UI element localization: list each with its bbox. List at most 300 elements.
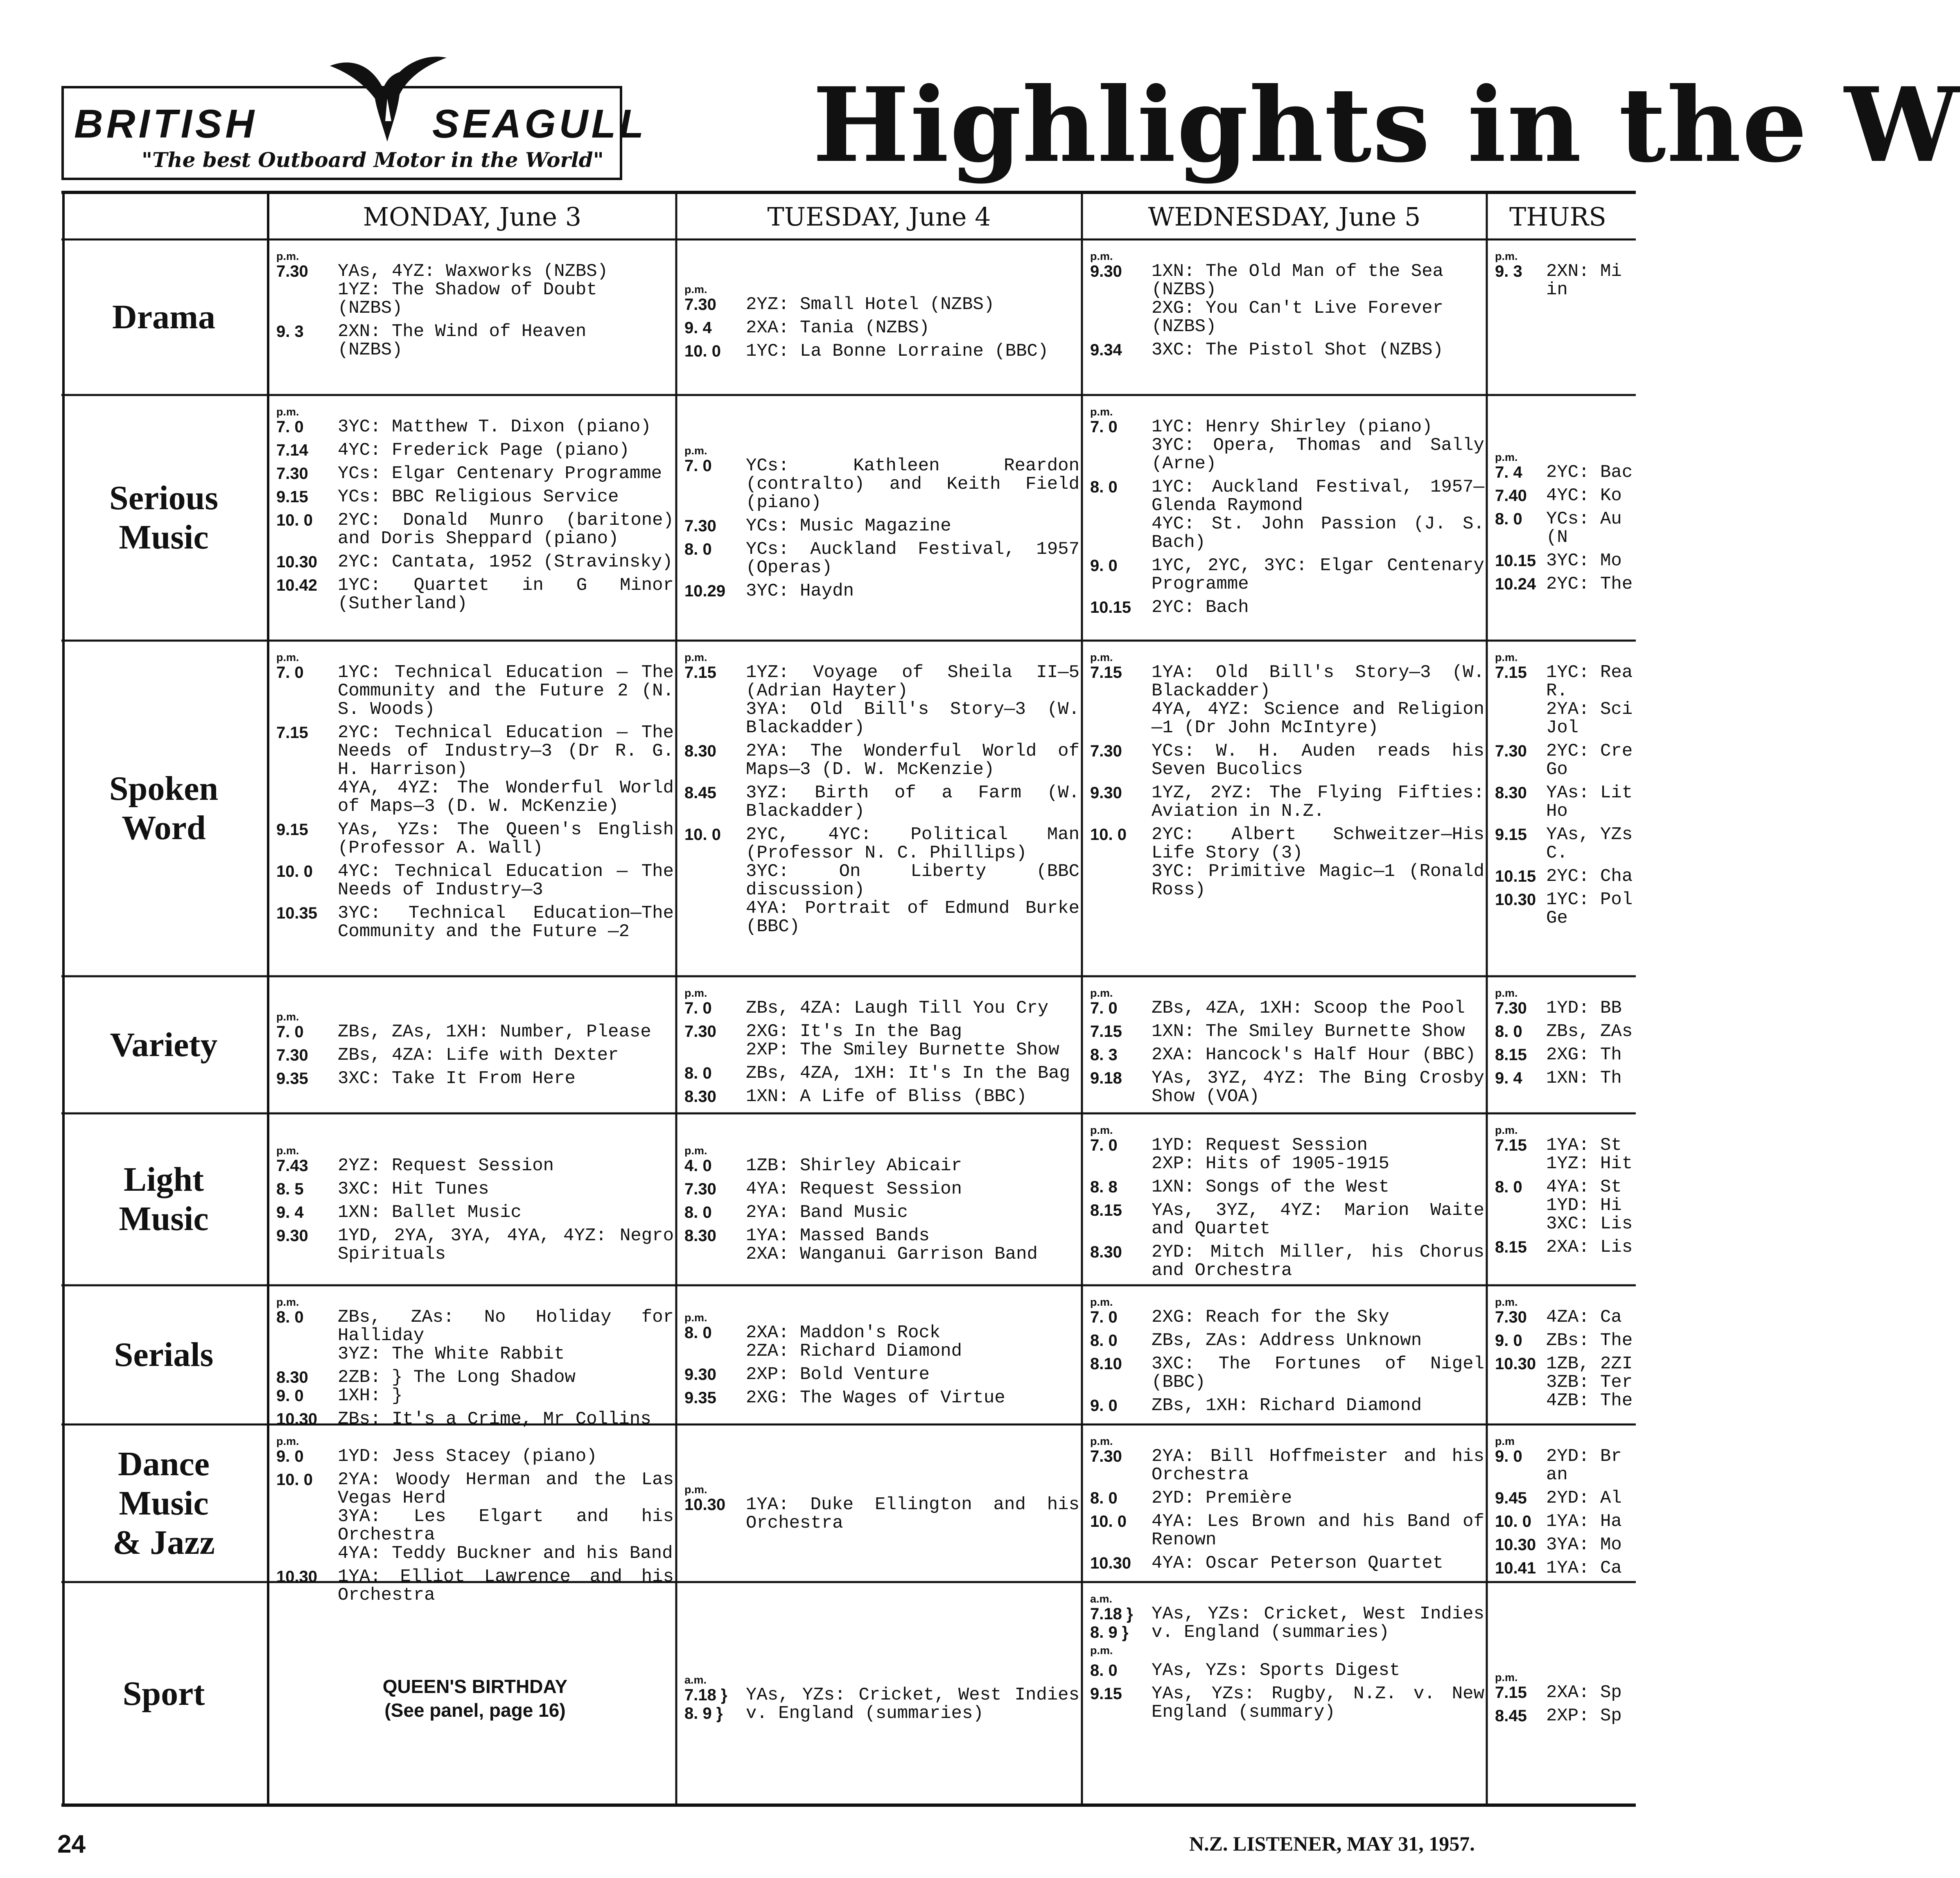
programme-time: 7.30 [1495, 742, 1527, 760]
programme-entry [1090, 1242, 1495, 1281]
cell-note-line: QUEEN'S BIRTHDAY [382, 1675, 568, 1697]
programme-text: YAs, YZs: Sports Digest [1152, 1660, 1400, 1681]
time-period-label: p.m. [276, 1296, 299, 1308]
programme-entry [1495, 1447, 1633, 1484]
programme-time: 9.35 [684, 1389, 716, 1407]
schedule-cell [1082, 978, 1495, 1112]
programme-entry [1090, 1136, 1484, 1173]
programme-time: 7. 0 [684, 456, 712, 475]
schedule-cell [1082, 642, 1495, 975]
programme-entry [1090, 1397, 1484, 1415]
programme-time: 7.30 [684, 295, 716, 314]
programme-entry [1495, 867, 1633, 886]
programme-text: 2YC: Bach [1152, 597, 1249, 618]
programme-entry [276, 1203, 674, 1222]
programme-entry [684, 664, 1079, 737]
time-period-label: p.m. [276, 1011, 299, 1023]
programme-time: 10.30 [684, 1495, 726, 1514]
programme-text: ZBs: It's a Crime, Mr Collins [338, 1409, 651, 1429]
schedule-cell [268, 642, 685, 975]
programme-entry [1090, 783, 1495, 822]
programme-time: 10.30 [1495, 1355, 1536, 1373]
programme-entry [1495, 1023, 1633, 1041]
time-period-label: p.m. [1495, 1296, 1518, 1308]
programme-text: 1YC: Auckland Festival, 1957—Glenda Raymond 4YC: St. John Passion (J. S. Bach) [1152, 477, 1484, 553]
programme-entry [684, 296, 1079, 314]
programme-time: 7. 0 [276, 664, 304, 682]
schedule-cell [1082, 241, 1487, 393]
programme-time: 7. 0 [1090, 999, 1118, 1017]
programme-text: 2YC: Technical Education — The Needs of Industry—3 (Dr R. G. H. Harrison) 4YA, 4YZ: The Wonderful World of Maps—3 (D. W. McKenzie) [338, 722, 674, 817]
programme-text: 4YC: Technical Education — The Needs of Industry—3 [338, 861, 685, 900]
programme-entry [1090, 1446, 1495, 1485]
programme-entry [1495, 510, 1633, 547]
schedule-cell [1487, 978, 1636, 1112]
time-period-label: p.m. [1090, 987, 1113, 999]
programme-time: 10.35 [276, 904, 318, 922]
programme-time: 9. 0 [1495, 1447, 1522, 1465]
programme-time: 7.30 [276, 262, 308, 280]
programme-time: 7. 0 [1090, 1308, 1118, 1326]
time-period-label: p.m. [684, 444, 707, 457]
programme-time: 9. 0 [1090, 557, 1118, 575]
time-period-label: p.m. [1090, 1435, 1113, 1447]
programme-text: YCs: BBC Religious Service [338, 487, 619, 507]
programme-entry [1090, 1068, 1495, 1107]
programme-text: 4YC: Ko [1546, 485, 1622, 506]
programme-text: YCs: Au (N [1546, 509, 1622, 548]
programme-text: 1YD: Request Session 2XP: Hits of 1905-1915 [1152, 1135, 1389, 1174]
category-label-line: Dance [118, 1445, 210, 1483]
programme-time: 10.30 [276, 553, 318, 571]
programme-text: 1YC: Rea R. 2YA: Sci Jol [1546, 662, 1633, 738]
programme-time: 7.30 [1090, 1447, 1122, 1465]
programme-time: 8. 0 [276, 1308, 304, 1326]
category-label [61, 1285, 266, 1424]
category-label-line: & Jazz [113, 1523, 215, 1562]
time-period-label: p.m. [684, 1144, 707, 1157]
category-label [61, 1582, 266, 1805]
programme-entry [1090, 1489, 1484, 1508]
programme-time: 10.29 [684, 582, 726, 600]
programme-entry [1495, 1684, 1633, 1702]
programme-entry [1090, 1023, 1484, 1041]
programme-entry [1090, 664, 1484, 737]
programme-text: 2YA: The Wonderful World of Maps—3 (D. W. McKenzie) [746, 741, 1091, 780]
programme-text: ZBs, 1XH: Richard Diamond [1152, 1395, 1422, 1416]
programme-time: 10. 0 [276, 511, 313, 529]
programme-time: 10.42 [276, 576, 318, 594]
programme-time: 7. 0 [276, 1023, 304, 1041]
programme-time: 8.15 [1495, 1238, 1527, 1256]
programme-text: 1YA: Ca [1546, 1558, 1622, 1578]
time-period-label: p.m. [684, 651, 707, 664]
time-period-label: p.m. [1090, 1124, 1113, 1136]
page-headline: Highlights in the W [813, 65, 1960, 185]
programme-time: 10.24 [1495, 575, 1536, 593]
programme-time: 10.41 [1495, 1559, 1536, 1577]
day-header: TUESDAY, June 4 [767, 202, 991, 232]
programme-text: ZBs, 4ZA, 1XH: Scoop the Pool [1152, 998, 1465, 1018]
programme-time: 8. 0 [1495, 1178, 1522, 1196]
programme-text: 2XA: Sp [1546, 1682, 1622, 1703]
schedule-cell [1082, 1287, 1495, 1423]
programme-text: YCs: Music Magazine [746, 515, 951, 536]
publication-reference: N.Z. LISTENER, MAY 31, 1957. [1189, 1832, 1475, 1855]
programme-text: YCs: Elgar Centenary Programme [338, 463, 662, 484]
programme-entry [1495, 1512, 1633, 1531]
programme-time: 8. 0 [1090, 1489, 1118, 1507]
programme-time: 9.15 [276, 488, 308, 506]
category-label-line: Serious [109, 479, 219, 517]
programme-entry [684, 826, 1079, 936]
programme-text: ZBs, 4ZA: Laugh Till You Cry [746, 998, 1049, 1018]
time-period-label: a.m. [684, 1673, 707, 1686]
programme-entry [684, 455, 1091, 513]
programme-time: 8.30 [684, 1226, 716, 1245]
programme-entry [1090, 478, 1484, 552]
programme-text: 2XA: Tania (NZBS) [746, 317, 930, 338]
time-period-label: p.m. [1090, 1296, 1113, 1308]
programme-entry [1495, 262, 1633, 299]
programme-entry [276, 262, 674, 318]
programme-entry [276, 861, 685, 900]
programme-text: YCs: W. H. Auden reads his Seven Bucolics [1152, 741, 1495, 780]
schedule-cell [676, 1287, 1082, 1423]
category-label-line: Word [122, 809, 206, 847]
programme-text: YAs, 4YZ: Waxworks (NZBS) 1YZ: The Shadow of Doubt (NZBS) [338, 261, 608, 318]
category-label-line: Music [119, 1200, 209, 1238]
programme-text: 2ZB: } The Long Shadow 1XH: } [338, 1367, 576, 1406]
programme-time: 4. 0 [684, 1156, 712, 1175]
programme-entry [684, 539, 1091, 578]
programme-entry [276, 1046, 674, 1065]
programme-entry [1090, 418, 1484, 473]
schedule-cell [1487, 1287, 1636, 1423]
programme-entry [1090, 1604, 1495, 1643]
programme-entry [1090, 262, 1484, 336]
brand-tagline: "The best Outboard Motor in the World" [142, 148, 604, 172]
programme-entry [684, 517, 1079, 535]
programme-entry [1495, 1069, 1633, 1088]
time-period-label: p.m. [1495, 1124, 1518, 1136]
programme-entry [1090, 341, 1484, 359]
programme-text: 2YZ: Small Hotel (NZBS) [746, 294, 995, 315]
programme-entry [276, 323, 674, 359]
programme-entry [276, 1070, 674, 1088]
category-label-line: Sport [122, 1674, 205, 1713]
programme-text: ZBs, ZAs [1546, 1021, 1633, 1042]
programme-text: 1XN: The Old Man of the Sea (NZBS) 2XG: You Can't Live Forever (NZBS) [1152, 261, 1443, 337]
programme-text: 2YC: Cha [1546, 866, 1633, 887]
programme-entry [276, 441, 674, 460]
programme-text: 1YC: La Bonne Lorraine (BBC) [746, 341, 1049, 361]
programme-time: 7.30 [276, 1046, 308, 1064]
programme-text: ZBs: The [1546, 1330, 1633, 1351]
programme-text: 1YC: Technical Education — The Community and the Future 2 (N. S. Woods) [338, 662, 685, 720]
schedule-cell [268, 397, 685, 639]
programme-text: ZBs, ZAs: Address Unknown [1152, 1330, 1422, 1351]
cell-note-line: (See panel, page 16) [384, 1699, 566, 1721]
programme-time: 7. 0 [1090, 1136, 1118, 1154]
programme-time: 8. 0 [1090, 1661, 1118, 1679]
programme-time: 7.30 [276, 465, 308, 483]
programme-text: YCs: Auckland Festival, 1957 (Operas) [746, 539, 1091, 578]
time-period-label: p.m. [1090, 406, 1113, 418]
programme-time: 7.18 } 8. 9 } [684, 1686, 727, 1722]
programme-entry [276, 1180, 674, 1199]
schedule-cell [268, 1287, 676, 1429]
programme-time: 9. 0 [1495, 1332, 1522, 1350]
programme-entry [684, 741, 1091, 780]
programme-text: 4ZA: Ca [1546, 1307, 1622, 1327]
category-label [61, 395, 266, 641]
programme-entry [1495, 463, 1633, 482]
programme-text: 3YZ: Birth of a Farm (W. Blackadder) [746, 783, 1091, 822]
programme-time: 8. 0 [1090, 1332, 1118, 1350]
programme-text: 1YC: Henry Shirley (piano) 3YC: Opera, Thomas and Sally (Arne) [1152, 417, 1484, 474]
programme-entry [684, 1157, 1079, 1175]
programme-time: 8. 8 [1090, 1178, 1118, 1196]
programme-time: 7. 0 [276, 418, 304, 436]
day-header: MONDAY, June 3 [363, 202, 582, 232]
programme-time: 8. 0 [684, 1324, 712, 1342]
programme-time: 7.15 [1090, 1023, 1122, 1041]
programme-time: 9.45 [1495, 1489, 1527, 1507]
programme-text: 1XN: A Life of Bliss (BBC) [746, 1086, 1027, 1107]
programme-time: 10.30 [1090, 1554, 1131, 1572]
programme-entry [276, 662, 685, 720]
time-period-label: p.m [1495, 1435, 1515, 1447]
programme-text: 2XG: The Wages of Virtue [746, 1388, 1005, 1408]
programme-text: 3YC: Technical Education—The Community and the Future —2 [338, 903, 685, 942]
schedule-cell [268, 978, 676, 1112]
category-label [61, 239, 266, 395]
programme-entry [684, 1684, 1091, 1724]
time-period-label: p.m. [1090, 250, 1113, 262]
programme-text: 1YC: Pol Ge [1546, 889, 1633, 928]
programme-time: 9.35 [276, 1070, 308, 1088]
programme-entry [1495, 552, 1633, 570]
programme-text: 1YC, 2YC, 3YC: Elgar Centenary Programme [1152, 555, 1495, 594]
programme-time: 8.30 [684, 1088, 716, 1106]
programme-entry [1495, 1707, 1633, 1725]
programme-entry [1495, 784, 1633, 821]
programme-entry [1495, 664, 1633, 737]
category-label-line: Serials [114, 1336, 214, 1374]
programme-time: 10. 0 [276, 1471, 313, 1489]
programme-text: 2XA: Lis [1546, 1237, 1633, 1257]
programme-text: 1YA: Old Bill's Story—3 (W. Blackadder) 4YA, 4YZ: Science and Religion—1 (Dr John McIntyre) [1152, 662, 1484, 738]
programme-text: 1YA: Ha [1546, 1511, 1622, 1532]
time-period-label: p.m. [684, 1483, 707, 1496]
programme-text: 2YC: Bac [1546, 462, 1633, 483]
page-number: 24 [57, 1830, 86, 1858]
programme-text: 3XC: The Fortunes of Nigel (BBC) [1152, 1354, 1495, 1393]
schedule-cell [676, 978, 1082, 1112]
programme-text: 2YA: Bill Hoffmeister and his Orchestra [1152, 1446, 1495, 1485]
schedule-cell [676, 1115, 1082, 1284]
programme-text: YAs, YZs: Rugby, N.Z. v. New England (summary) [1152, 1684, 1495, 1722]
programme-entry [684, 1203, 1079, 1222]
programme-text: 3YC: Matthew T. Dixon (piano) [338, 417, 651, 437]
category-label-line: Variety [110, 1025, 218, 1064]
programme-entry [1090, 1178, 1484, 1196]
category-label-line: Light [123, 1160, 204, 1199]
programme-entry [276, 1308, 674, 1363]
programme-text: 1YC: Quartet in G Minor (Sutherland) [338, 575, 685, 614]
programme-entry [276, 903, 685, 942]
programme-time: 8. 0 [1495, 1023, 1522, 1041]
programme-text: 1YA: Elliot Lawrence and his Orchestra [338, 1567, 685, 1605]
programme-text: 2XP: Bold Venture [746, 1364, 930, 1385]
programme-text: 2YD: Br an [1546, 1446, 1622, 1485]
programme-time: 8. 0 [684, 540, 712, 558]
programme-time: 9. 4 [276, 1203, 304, 1221]
programme-time: 7.30 [1495, 999, 1527, 1017]
programme-entry [1495, 1046, 1633, 1064]
time-period-label: p.m. [684, 987, 707, 999]
programme-time: 10. 0 [1090, 826, 1127, 844]
programme-entry [684, 1389, 1079, 1407]
programme-text: 2XG: It's In the Bag 2XP: The Smiley Burnette Show [746, 1021, 1059, 1060]
schedule-cell [676, 1426, 1091, 1580]
programme-text: 3XC: The Pistol Shot (NZBS) [1152, 340, 1443, 360]
programme-text: 4YA: Oscar Peterson Quartet [1152, 1553, 1443, 1573]
programme-time: 10. 0 [1090, 1512, 1127, 1530]
programme-entry [276, 488, 674, 506]
programme-time: 7.30 [684, 1023, 716, 1041]
programme-text: 1ZB, 2ZI 3ZB: Ter 4ZB: The [1546, 1354, 1633, 1411]
programme-text: 3XC: Hit Tunes [338, 1178, 489, 1199]
programme-text: 1YZ: Voyage of Sheila II—5 (Adrian Hayter) 3YA: Old Bill's Story—3 (W. Blackadder) [746, 662, 1079, 738]
schedule-cell [1487, 1426, 1636, 1580]
schedule-cell [1082, 1584, 1495, 1804]
programme-time: 10.15 [1495, 867, 1536, 885]
programme-text: 2YC, 4YC: Political Man (Professor N. C. Phillips) 3YC: On Liberty (BBC discussion) 4YA: Portrait of Edmund Burke (BBC) [746, 824, 1079, 937]
programme-text: 2YD: Al [1546, 1488, 1622, 1508]
programme-text: 1YA: Duke Ellington and his Orchestra [746, 1494, 1091, 1533]
programme-time: 7.15 [276, 724, 308, 742]
programme-text: 1YZ, 2YZ: The Flying Fifties: Aviation in N.Z. [1152, 783, 1495, 822]
programme-time: 9.34 [1090, 341, 1122, 359]
programme-text: YCs: Kathleen Reardon (contralto) and Keith Field (piano) [746, 455, 1091, 513]
programme-time: 8.30 [684, 742, 716, 760]
programme-time: 7.40 [1495, 487, 1527, 505]
time-period-label: p.m. [684, 283, 707, 296]
programme-text: YAs: Lit Ho [1546, 783, 1633, 822]
programme-time: 7.15 [1090, 664, 1122, 682]
programme-entry [1495, 1355, 1633, 1410]
schedule-cell [676, 1584, 1091, 1804]
programme-text: 2YC: Cantata, 1952 (Stravinsky) [338, 552, 673, 572]
programme-entry [1090, 826, 1484, 899]
programme-time: 8.10 [1090, 1355, 1122, 1373]
programme-entry [1495, 487, 1633, 505]
programme-time: 8. 0 [1090, 478, 1118, 496]
programme-text: 2XN: Mi in [1546, 261, 1622, 300]
category-label-line: Spoken [109, 770, 219, 808]
programme-entry [1090, 1046, 1484, 1064]
schedule-cell [268, 1584, 676, 1804]
programme-text: 4YA: Request Session [746, 1178, 962, 1199]
programme-time: 7.30 [684, 517, 716, 535]
time-period-label: p.m. [276, 1144, 299, 1157]
programme-time: 8. 0 [1495, 510, 1522, 528]
programme-time: 9.15 [1495, 826, 1527, 844]
programme-entry [1495, 1536, 1633, 1554]
programme-entry [684, 1064, 1079, 1083]
programme-entry [1495, 742, 1633, 779]
programme-text: 2XA: Hancock's Half Hour (BBC) [1152, 1045, 1476, 1065]
programme-entry [1495, 1308, 1633, 1327]
programme-text: 1XN: Th [1546, 1068, 1622, 1088]
programme-entry [276, 465, 674, 483]
programme-entry [684, 582, 1079, 600]
brand-name-left: BRITISH [74, 101, 257, 146]
programme-entry [276, 724, 674, 816]
programme-text: 2XG: Th [1546, 1045, 1622, 1065]
programme-entry [1090, 1332, 1484, 1350]
programme-time: 9. 4 [684, 318, 712, 337]
programme-entry [276, 418, 674, 436]
programme-time: 8.30 [1495, 784, 1527, 802]
time-period-label: a.m. [1090, 1593, 1113, 1605]
programme-time: 9. 3 [1495, 262, 1522, 280]
programme-time: 9. 0 [276, 1447, 304, 1465]
programme-text: 2XP: Sp [1546, 1705, 1622, 1726]
programme-text: ZBs, 4ZA: Life with Dexter [338, 1045, 619, 1065]
programme-time: 8.45 [1495, 1706, 1527, 1725]
programme-entry [684, 319, 1079, 337]
programme-text: 3YA: Mo [1546, 1535, 1622, 1555]
time-period-label: p.m. [1495, 987, 1518, 999]
time-period-label: p.m. [1495, 451, 1518, 463]
programme-time: 8. 5 [276, 1180, 304, 1198]
programme-time: 7.14 [276, 441, 308, 459]
programme-entry [1090, 1554, 1484, 1573]
programme-entry [276, 819, 685, 858]
category-label-line: Music [119, 1484, 209, 1522]
programme-time: 10. 0 [276, 862, 313, 880]
programme-text: 3YC: Mo [1546, 551, 1622, 571]
category-label-line: Music [119, 518, 209, 556]
schedule-cell [1082, 1115, 1495, 1284]
programme-time: 7.43 [276, 1156, 308, 1175]
programme-time: 10.30 [1495, 1536, 1536, 1554]
programme-entry [276, 1023, 674, 1041]
time-period-label: p.m. [276, 406, 299, 418]
programme-text: 3XC: Take It From Here [338, 1068, 576, 1089]
programme-text: YAs, 3YZ, 4YZ: Marion Waite and Quartet [1152, 1200, 1495, 1239]
british-seagull-logo [61, 86, 647, 180]
programme-time: 7.15 [1495, 1683, 1527, 1702]
programme-time: 8. 0 [684, 1064, 712, 1082]
programme-text: 2YA: Band Music [746, 1202, 908, 1223]
programme-entry [1495, 891, 1633, 928]
programme-entry [684, 1023, 1079, 1059]
programme-text: 2YD: Mitch Miller, his Chorus and Orchestra [1152, 1242, 1495, 1281]
time-period-label: p.m. [276, 651, 299, 664]
programme-entry [1090, 598, 1484, 617]
programme-entry [276, 1368, 674, 1405]
time-period-label: p.m. [1495, 1671, 1518, 1684]
programme-text: 4YC: Frederick Page (piano) [338, 440, 630, 460]
category-label-line: Drama [112, 298, 215, 336]
schedule-cell [1487, 241, 1636, 393]
programme-entry [1495, 1136, 1633, 1173]
programme-time: 10.15 [1495, 552, 1536, 570]
